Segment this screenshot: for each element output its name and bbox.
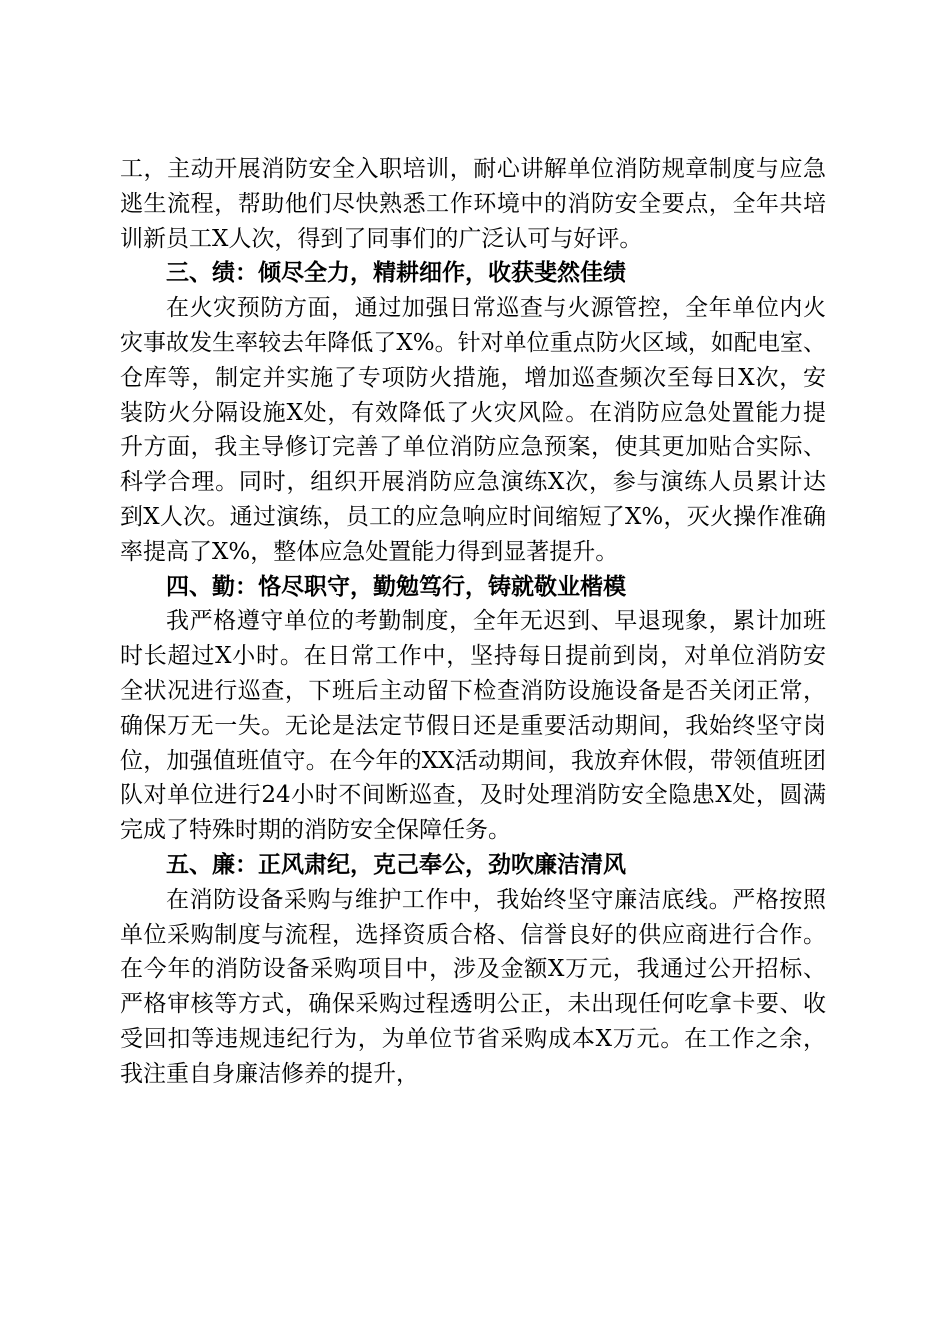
- paragraph-training: 工，主动开展消防安全入职培训，耐心讲解单位消防规章制度与应急逃生流程，帮助他们尽快熟悉工作环境中的消防安全要点，全年共培训新员工X人次，得到了同事们的广泛认可与好评。: [120, 156, 826, 252]
- paragraph-integrity: 在消防设备采购与维护工作中，我始终坚守廉洁底线。严格按照单位采购制度与流程，选择资质合格、信誉良好的供应商进行合作。在今年的消防设备采购项目中，涉及金额X万元，我通过公开招标、严格审核等方式，确保采购过程透明公正，未出现任何吃拿卡要、收受回扣等违规违纪行为，为单位节省采购成本X万元。在工作之余，我注重自身廉洁修养的提升，: [120, 886, 826, 1087]
- paragraph-performance: 在火灾预防方面，通过加强日常巡查与火源管控，全年单位内火灾事故发生率较去年降低了X%。针对单位重点防火区域，如配电室、仓库等，制定并实施了专项防火措施，增加巡查频次至每日X次，安装防火分隔设施X处，有效降低了火灾风险。在消防应急处置能力提升方面，我主导修订完善了单位消防应急预案，使其更加贴合实际、科学合理。同时，组织开展消防应急演练X次，参与演练人员累计达到X人次。通过演练，员工的应急响应时间缩短了X%，灭火操作准确率提高了X%，整体应急处置能力得到显著提升。: [120, 295, 826, 565]
- paragraph-diligence: 我严格遵守单位的考勤制度，全年无迟到、早退现象，累计加班时长超过X小时。在日常工作中，坚持每日提前到岗，对单位消防安全状况进行巡查，下班后主动留下检查消防设施设备是否关闭正常，确保万无一失。无论是法定节假日还是重要活动期间，我始终坚守岗位，加强值班值守。在今年的XX活动期间，我放弃休假，带领值班团队对单位进行24小时不间断巡查，及时处理消防安全隐患X处，圆满完成了特殊时期的消防安全保障任务。: [120, 608, 826, 844]
- document-page: [120, 152, 826, 1092]
- heading-performance: 三、绩：倾尽全力，精耕细作，收获斐然佳绩: [166, 260, 626, 287]
- heading-integrity: 五、廉：正风肃纪，克己奉公，劲吹廉洁清风: [166, 851, 626, 878]
- heading-diligence: 四、勤：恪尽职守，勤勉笃行，铸就敬业楷模: [166, 573, 626, 600]
